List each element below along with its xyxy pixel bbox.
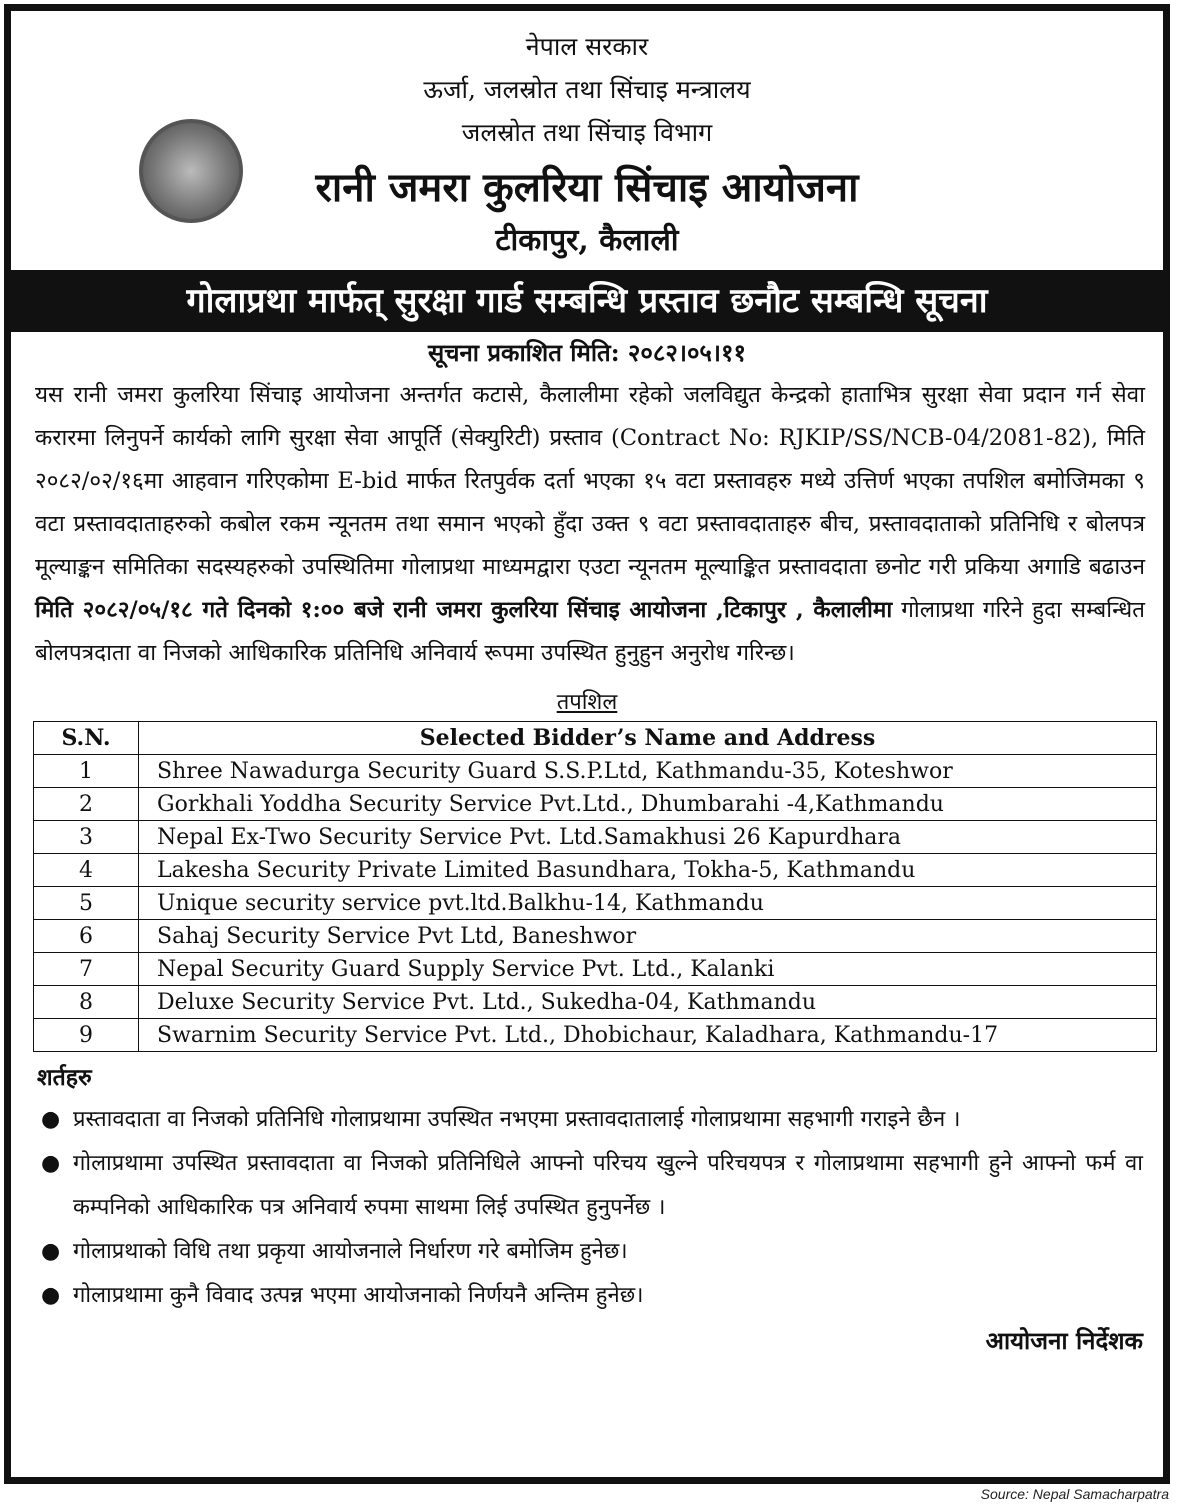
row-sn: 7: [34, 953, 139, 986]
project-location: टीकापुर, कैलाली: [495, 223, 679, 258]
row-bidder-name: Nepal Security Guard Supply Service Pvt. Ltd., Kalanki: [139, 953, 1157, 986]
condition-item: [35, 1142, 1143, 1230]
row-bidder-name: Shree Nawadurga Security Guard S.S.P.Ltd, Kathmandu-35, Koteshwor: [139, 755, 1157, 788]
row-bidder-name: Deluxe Security Service Pvt. Ltd., Sukedha-04, Kathmandu: [139, 986, 1157, 1019]
row-sn: 4: [34, 854, 139, 887]
row-sn: 5: [34, 887, 139, 920]
table-row: [34, 953, 1157, 986]
department-name: जलस्रोत तथा सिंचाइ विभाग: [461, 118, 713, 147]
row-sn: 2: [34, 788, 139, 821]
header-bidder: Selected Bidder’s Name and Address: [139, 722, 1157, 755]
table-header-row: [34, 722, 1157, 755]
conditions-title: शर्तहरु: [37, 1064, 92, 1091]
bidders-table: [33, 721, 1157, 1052]
conditions-list: [11, 1098, 1163, 1318]
table-row: [34, 821, 1157, 854]
body-text-bold: मिति २०८२/०५/१८ गते दिनको १:०० बजे रानी जमरा कुलरिया सिंचाइ आयोजना ,टिकापुर , कैलालीमा: [35, 597, 893, 623]
table-row: [34, 920, 1157, 953]
table-row: [34, 986, 1157, 1019]
notice-frame: [4, 4, 1170, 1484]
row-bidder-name: Sahaj Security Service Pvt Ltd, Baneshwor: [139, 920, 1157, 953]
table-row: [34, 788, 1157, 821]
row-sn: 3: [34, 821, 139, 854]
condition-text: प्रस्तावदाता वा निजको प्रतिनिधि गोलाप्रथामा उपस्थित नभएमा प्रस्तावदातालाई गोलाप्रथामा सहभागी गराइने छैन ।: [73, 1107, 961, 1132]
condition-item: [35, 1274, 1143, 1318]
bullet-icon: ●: [41, 1107, 61, 1132]
body-text-1: यस रानी जमरा कुलरिया सिंचाइ आयोजना अन्तर्गत कटासे, कैलालीमा रहेको जलविद्युत केन्द्रको हाताभित्र सुरक्षा सेवा प्रदान गर्न सेवा करारमा लिनुपर्ने कार्यको लागि सुरक्षा सेवा आपूर्ति (सेक्युरिटी) प्रस्ताव (Contract No: RJKIP/SS/NCB-04/2081-82), मिति २०८२/०२/१६मा आहवान गरिएकोमा E-bid मार्फत रितपुर्वक दर्ता भएका १५ वटा प्रस्तावहरु मध्ये उत्तिर्ण भएका तपशिल बमोजिमका ९ वटा प्रस्तावदाताहरुको कबोल रकम न्यूनतम तथा समान भएको हुँदा उक्त ९ वटा प्रस्तावदाताहरु बीच, प्रस्तावदाताको प्रतिनिधि र बोलपत्र मूल्याङ्कन समितिका सदस्यहरुको उपस्थितिमा गोलाप्रथा माध्यमद्वारा एउटा न्यूनतम मूल्याङ्कित प्रस्तावदाता छनोट गरी प्रकिया अगाडि बढाउन: [35, 382, 1145, 580]
signature-title: आयोजना निर्देशक: [985, 1326, 1143, 1355]
header-sn: S.N.: [34, 722, 139, 755]
notice-title-banner: गोलाप्रथा मार्फत् सुरक्षा गार्ड सम्बन्धि प्रस्ताव छनौट सम्बन्धि सूचना: [11, 270, 1163, 332]
row-bidder-name: Unique security service pvt.ltd.Balkhu-14, Kathmandu: [139, 887, 1157, 920]
table-row: [34, 854, 1157, 887]
condition-text: गोलाप्रथामा कुनै विवाद उत्पन्न भएमा आयोजनाको निर्णयनै अन्तिम हुनेछ।: [73, 1283, 644, 1308]
row-bidder-name: Nepal Ex-Two Security Service Pvt. Ltd.Samakhusi 26 Kapurdhara: [139, 821, 1157, 854]
schedule-heading: [11, 685, 1163, 721]
bullet-icon: ●: [41, 1151, 61, 1176]
condition-text: गोलाप्रथामा उपस्थित प्रस्तावदाता वा निजको प्रतिनिधिले आफ्नो परिचय खुल्ने परिचयपत्र र गोलाप्रथामा सहभागी हुने आफ्नो फर्म वा कम्पनिको आधिकारिक पत्र अनिवार्य रुपमा साथमा लिई उपस्थित हुनुपर्नेछ ।: [73, 1151, 1143, 1220]
government-name: नेपाल सरकार: [525, 32, 649, 61]
table-row: [34, 1019, 1157, 1052]
row-sn: 1: [34, 755, 139, 788]
table-row: [34, 755, 1157, 788]
published-date: सूचना प्रकाशित मिति: २०८२।०५।११: [428, 338, 746, 367]
bullet-icon: ●: [41, 1283, 61, 1308]
row-sn: 6: [34, 920, 139, 953]
bullet-icon: ●: [41, 1239, 61, 1264]
body-text-2: गोलाप्रथा गरिने हुदा सम्बन्धित बोलपत्रदाता वा निजको आधिकारिक प्रतिनिधि अनिवार्य रूपमा उपस्थित हुनुहुन अनुरोध गरिन्छ।: [35, 597, 1145, 666]
table-row: [34, 887, 1157, 920]
row-sn: 9: [34, 1019, 139, 1052]
condition-item: [35, 1230, 1143, 1274]
notice-body: [35, 374, 1145, 675]
condition-item: [35, 1098, 1143, 1142]
government-emblem-logo: [139, 119, 243, 223]
schedule-heading-text: तपशिल: [556, 690, 618, 715]
row-bidder-name: Lakesha Security Private Limited Basundhara, Tokha-5, Kathmandu: [139, 854, 1157, 887]
condition-text: गोलाप्रथाको विधि तथा प्रकृया आयोजनाले निर्धारण गरे बमोजिम हुनेछ।: [73, 1239, 628, 1264]
row-bidder-name: Gorkhali Yoddha Security Service Pvt.Ltd., Dhumbarahi -4,Kathmandu: [139, 788, 1157, 821]
source-credit: Source: Nepal Samacharpatra: [980, 1486, 1169, 1502]
ministry-name: ऊर्जा, जलस्रोत तथा सिंचाइ मन्त्रालय: [423, 75, 751, 104]
row-sn: 8: [34, 986, 139, 1019]
row-bidder-name: Swarnim Security Service Pvt. Ltd., Dhobichaur, Kaladhara, Kathmandu-17: [139, 1019, 1157, 1052]
project-name: रानी जमरा कुलरिया सिंचाइ आयोजना: [315, 164, 859, 211]
